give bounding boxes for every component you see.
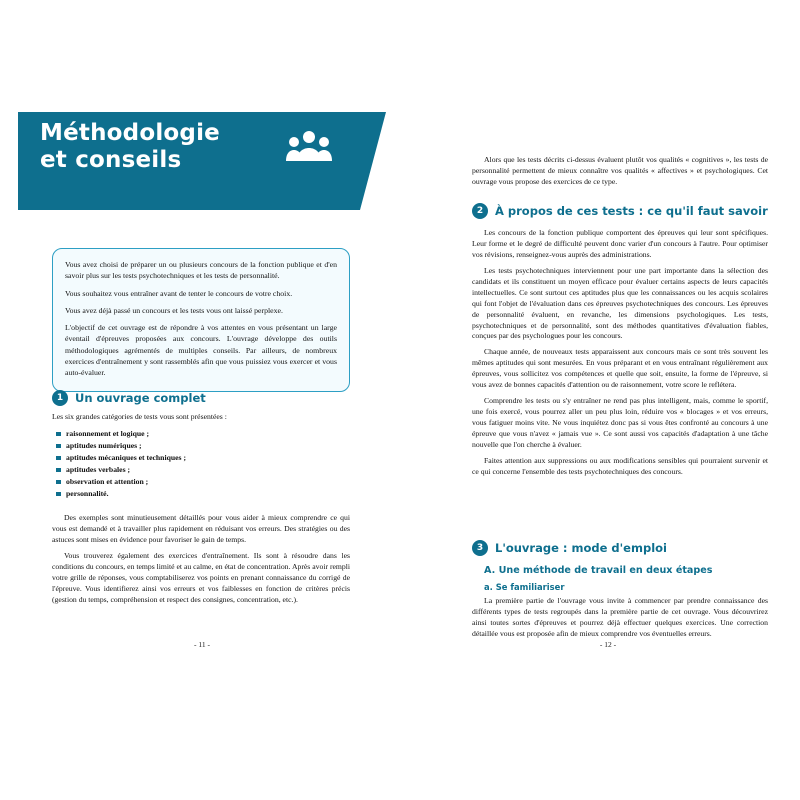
section2-paragraph-2: Les tests psychotechniques interviennent pour une part importante dans la sélection des candidats et ils constituent un moyen efficace pour évaluer certains aspects de leurs capacités intellectuelles. Ce sont surtout ces aptitudes plus que les connaissances ou les acquis scolaires qui font l'objet de l'évaluation dans ces épreuves psychotechniques des concours. Les épreuves de personnalité évaluent, en revanche, les dimensions psychologiques. Les tests, psychotechniques et de personnalité, sont des méthodes quantitatives d'évaluation fiables, conçues par des psychologues pour les concours. [472, 265, 768, 341]
section-heading-3 [472, 540, 667, 556]
intro-paragraph-3: Vous avez déjà passé un concours et les tests vous ont laissé perplexe. [65, 305, 283, 315]
section-heading-2 [472, 203, 768, 219]
list-item: personnalité. [66, 488, 350, 500]
people-group-icon [286, 128, 332, 162]
left-paragraph-2: Vous trouverez également des exercices d'entraînement. Ils sont à résoudre dans les conditions du concours, en temps limité et au calme, en état de concentration. Après avoir rempli votre grille de réponses, vous comptabiliserez vos points en prenant connaissance du corrigé de l'épreuve. Vous identifierez ainsi vos erreurs et vos faiblesses en fonction de critères précis (gestion du temps, compréhension et respect des consignes, concentration, etc.). [52, 550, 351, 604]
list-item: aptitudes mécaniques et techniques ; [66, 452, 350, 464]
left-paragraph-1: Des exemples sont minutieusement détaillés pour vous aider à mieux comprendre ce qui vous est demandé et à travailler plus rapidement en réduisant vos erreurs. Des stratégies ou des astuces sont mises en évidence pour favoriser le gain de temps. [52, 513, 350, 544]
subsection-title-a1: a. Se familiariser [484, 582, 565, 592]
section3-paragraph-1: La première partie de l'ouvrage vous invite à commencer par prendre connaissance des différents types de tests regroupés dans la première partie de cet ouvrage. Vous découvrirez ainsi toutes sortes d'épreuves et pourrez déjà effectuer quelques exercices. Une correction détaillée vous est proposée afin de mieux comprendre vos éventuelles erreurs. [472, 596, 768, 638]
right-page [428, 100, 782, 680]
intro-paragraph-2: Vous souhaitez vous entraîner avant de tenter le concours de votre choix. [65, 288, 293, 298]
list-item: observation et attention ; [66, 476, 350, 488]
section-number-badge-2: 2 [472, 203, 488, 219]
right-top-paragraph-block [472, 155, 768, 193]
section-3-body [472, 596, 768, 645]
left-page [18, 100, 408, 680]
left-lead-paragraph: Les six grandes catégories de tests vous sont présentées : [52, 412, 227, 421]
left-page-body-continued [52, 513, 350, 611]
list-item: aptitudes verbales ; [66, 464, 350, 476]
right-page-folio: - 12 - [599, 640, 617, 649]
section2-paragraph-1: Les concours de la fonction publique comportent des épreuves qui leur sont spécifiques. Leur forme et le degré de difficulté peuvent donc varier d'un concours à l'autre. Pour optimiser vos révisions, renseignez-vous auprès des administrations. [472, 228, 768, 259]
book-spread [18, 100, 782, 680]
right-top-paragraph: Alors que les tests décrits ci-dessus évaluent plutôt vos qualités « cognitives », les tests de personnalité permettent de mieux connaître vos qualités « affectives » et psychologiques. Cet ouvrage vous propose des exercices de ce type. [472, 155, 768, 186]
subsection-title-a: A. Une méthode de travail en deux étapes [484, 565, 713, 576]
section-2-body [472, 228, 768, 483]
left-page-folio: - 11 - [194, 640, 210, 649]
section-number-badge-3: 3 [472, 540, 488, 556]
section-title-3: L'ouvrage : mode d'emploi [495, 541, 667, 555]
chapter-title [40, 120, 270, 174]
left-page-body [52, 412, 350, 500]
section-number-badge-1: 1 [52, 390, 68, 406]
section2-paragraph-4: Comprendre les tests ou s'y entraîner ne rend pas plus intelligent, mais, comme le sportif, une fois exercé, vous pourrez aller un peu plus loin, réduire vos « blocages » et vos erreurs, vous fatiguer moins vite. Ne vous inquiétez donc pas si vous êtes confronté au concours à une épreuve que vous n'avez « jamais vue ». Ce sont aussi vos capacités d'adaptation à une tâche nouvelle que l'on cherche à évaluer. [472, 396, 768, 449]
list-item: raisonnement et logique ; [66, 428, 350, 440]
section-title-2: À propos de ces tests : ce qu'il faut savoir [495, 204, 768, 218]
section2-paragraph-5: Faites attention aux suppressions ou aux modifications sensibles qui pourraient survenir et ce qui concerne l'ensemble des tests psychotechniques des concours. [472, 455, 768, 476]
intro-paragraph-1: Vous avez choisi de préparer un ou plusieurs concours de la fonction publique et d'en savoir plus sur les tests psychotechniques et les tests de personnalité. [65, 260, 337, 281]
section2-paragraph-3: Chaque année, de nouveaux tests apparaissent aux concours mais ce sont très souvent les mêmes aptitudes qui sont mesurées. En vous préparant et en vous entraînant régulièrement aux épreuves, vous sollicitez vos compétences et quelle que soit, ensuite, la forme de l'épreuve, si vous avez de bonnes capacités d'attention ou de raisonnement, votre score le reflétera. [472, 347, 768, 390]
chapter-title-line2: et conseils [40, 147, 182, 174]
chapter-banner-fold [360, 112, 386, 210]
intro-paragraph-4: L'objectif de cet ouvrage est de répondre à vos attentes en vous présentant un large éventail d'épreuves proposées aux concours. L'ouvrage développe des outils méthodologiques agrémentés de multiples conseils. Par ailleurs, de nombreux exercices d'entraînement y sont rassemblés afin que vous puissiez vous exercer et vous auto-évaluer. [65, 323, 337, 378]
chapter-title-line1: Méthodologie [40, 120, 220, 146]
list-item: aptitudes numériques ; [66, 440, 350, 452]
intro-callout-box [52, 248, 350, 392]
section-heading-1 [52, 390, 206, 406]
section-title-1: Un ouvrage complet [75, 391, 206, 405]
category-list [52, 428, 350, 500]
